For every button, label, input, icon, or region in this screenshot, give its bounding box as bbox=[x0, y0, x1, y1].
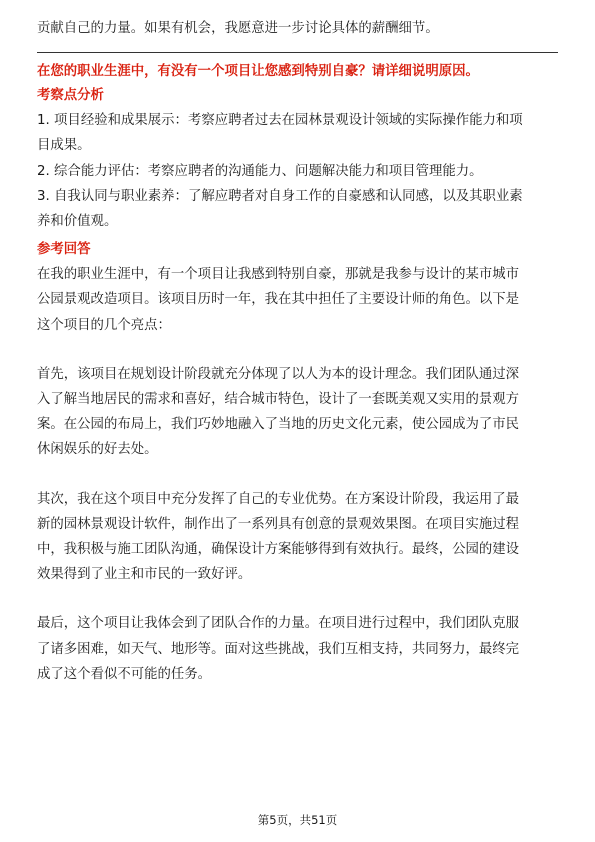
paragraph-line: 最后，这个项目让我体会到了团队合作的力量。在项目进行过程中，我们团队克服 bbox=[37, 616, 520, 632]
intro-line: 贡献自己的力量。如果有机会，我愿意进一步讨论具体的薪酬细节。 bbox=[37, 21, 439, 36]
document-page bbox=[37, 10, 558, 687]
paragraph-line: 了诸多困难，如天气、地形等。面对这些挑战，我们互相支持，共同努力，最终完 bbox=[37, 641, 520, 657]
paragraph-line: 案。在公园的布局上，我们巧妙地融入了当地的历史文化元素，使公园成为了市民 bbox=[37, 417, 520, 433]
analysis-heading: 考察点分析 bbox=[37, 88, 104, 104]
paragraph-spacer bbox=[37, 338, 558, 362]
analysis-line: 1. 项目经验和成果展示：考察应聘者过去在园林景观设计领域的实际操作能力和项 bbox=[37, 113, 523, 129]
answer-paragraph-3 bbox=[37, 487, 558, 588]
paragraph-line: 其次，我在这个项目中充分发挥了自己的专业优势。在方案设计阶段，我运用了最 bbox=[37, 491, 520, 507]
paragraph-line: 新的园林景观设计软件，制作出了一系列具有创意的景观效果图。在项目实施过程 bbox=[37, 516, 520, 532]
paragraph-line: 中，我积极与施工团队沟通，确保设计方案能够得到有效执行。最终，公园的建设 bbox=[37, 542, 520, 558]
answer-paragraph-1 bbox=[37, 262, 558, 338]
paragraph-line: 这个项目的几个亮点： bbox=[37, 317, 171, 333]
answer-paragraph-2 bbox=[37, 362, 558, 463]
analysis-line: 目成果。 bbox=[37, 138, 91, 154]
paragraph-line: 效果得到了业主和市民的一致好评。 bbox=[37, 567, 252, 583]
answer-paragraph-4 bbox=[37, 611, 558, 687]
paragraph-line: 休闲娱乐的好去处。 bbox=[37, 442, 158, 458]
paragraph-line: 入了解当地居民的需求和喜好，结合城市特色，设计了一套既美观又实用的景观方 bbox=[37, 392, 520, 408]
paragraph-line: 首先，该项目在规划设计阶段就充分体现了以人为本的设计理念。我们团队通过深 bbox=[37, 366, 520, 382]
section-divider bbox=[37, 52, 558, 53]
paragraph-spacer bbox=[37, 587, 558, 611]
analysis-line: 养和价值观。 bbox=[37, 214, 118, 230]
page-number: 第5页，共51页 bbox=[257, 813, 338, 827]
question-heading: 在您的职业生涯中，有没有一个项目让您感到特别自豪？请详细说明原因。 bbox=[37, 64, 479, 80]
analysis-line: 2. 综合能力评估：考察应聘者的沟通能力、问题解决能力和项目管理能力。 bbox=[37, 163, 483, 179]
answer-heading: 参考回答 bbox=[37, 242, 91, 258]
paragraph-line: 成了这个看似不可能的任务。 bbox=[37, 666, 212, 682]
paragraph-spacer bbox=[37, 463, 558, 487]
paragraph-line: 在我的职业生涯中，有一个项目让我感到特别自豪，那就是我参与设计的某市城市 bbox=[37, 267, 520, 283]
paragraph-line: 公园景观改造项目。该项目历时一年，我在其中担任了主要设计师的角色。以下是 bbox=[37, 292, 520, 308]
analysis-line: 3. 自我认同与职业素养：了解应聘者对自身工作的自豪感和认同感，以及其职业素 bbox=[37, 188, 523, 204]
